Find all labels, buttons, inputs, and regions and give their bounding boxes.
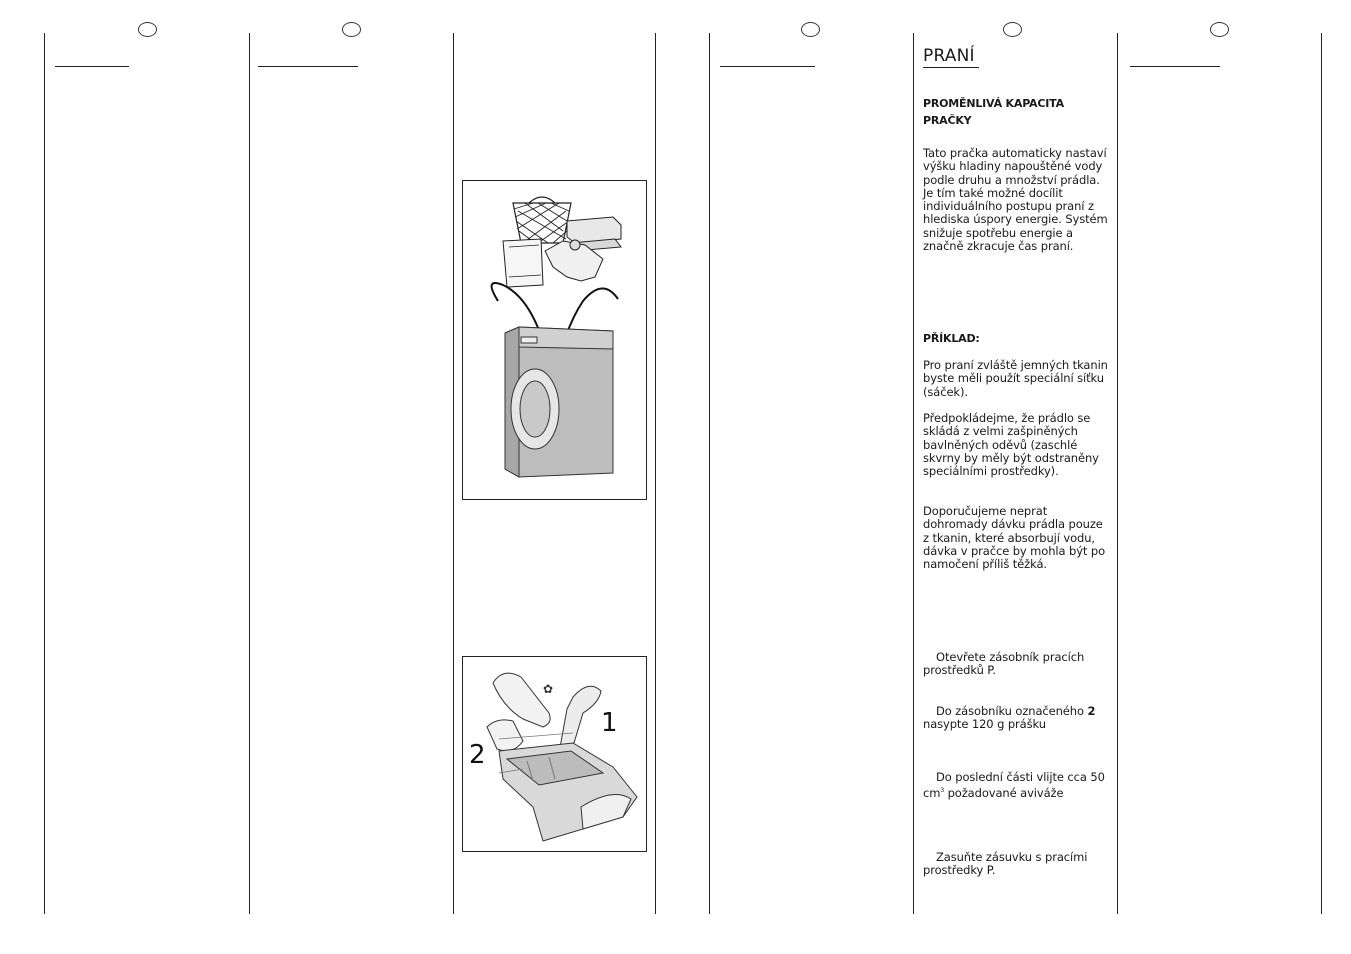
- step-2-text-a: Do zásobníku označeného: [936, 704, 1088, 718]
- figure-label-2: 2: [469, 740, 486, 770]
- heading-rule: [720, 66, 815, 67]
- softener-bottle-icon: [559, 686, 601, 753]
- column-rule-4: [655, 33, 656, 914]
- column-rule-6: [913, 33, 914, 914]
- column-rule-3: [453, 33, 454, 914]
- section-title-block: [923, 46, 1111, 68]
- step-3-text-a: Do poslední části vlijte cca 50 cm: [923, 770, 1105, 801]
- step-2-compartment-number: 2: [1087, 704, 1096, 718]
- dispenser-drawer-icon: [499, 743, 637, 841]
- column-rule-7: [1117, 33, 1118, 914]
- step-3-text-b: požadované aviváže: [944, 786, 1064, 801]
- language-circle-icon: [342, 22, 361, 37]
- laundry-basket-icon: [513, 197, 571, 243]
- language-circle-icon: [801, 22, 820, 37]
- step-3-superscript: 3: [940, 787, 945, 795]
- paragraph-example-1: Pro praní zvláště jemných tkanin byste měli použít speciální síťku (sáček).: [923, 358, 1108, 399]
- figure-detergent-dispenser: [462, 656, 647, 852]
- flower-icon: ✿: [543, 682, 554, 696]
- heading-rule: [55, 66, 129, 67]
- language-circle-icon: [1003, 22, 1022, 37]
- column-rule-5: [709, 33, 710, 914]
- paragraph-example-2: Předpokládejme, že prádlo se skládá z velmi zašpiněných bavlněných oděvů (zaschlé skvrny by měly být odstraněny speciálními prostředky).: [923, 411, 1099, 479]
- step-2: [923, 705, 1111, 732]
- paragraph-example-3: Doporučujeme neprat dohromady dávku prádla pouze z tkanin, které absorbují vodu, dávka v pračce by mohla být po namočení příliš těžká.: [923, 504, 1106, 572]
- subheading-example: PŘÍKLAD:: [923, 332, 980, 345]
- step-2-text-b: nasypte 120 g prášku: [923, 717, 1046, 732]
- page-title: PRANÍ: [923, 46, 979, 68]
- column-rule-1: [44, 33, 45, 914]
- column-rule-8: [1321, 33, 1322, 914]
- subheading-variable-capacity: PROMĚNLIVÁ KAPACITA PRAČKY: [923, 97, 1064, 127]
- language-circle-icon: [138, 22, 157, 37]
- washing-machine-icon: [505, 327, 613, 477]
- language-circle-icon: [1210, 22, 1229, 37]
- paragraph-variable-capacity: Tato pračka automaticky nastaví výšku hladiny napouštěné vody podle druhu a množství prádla. Je tím také možné docílit individuálního postupu praní z hlediska úspory energie. Systém snižuje spotřebu energie a značně zkracuje čas praní.: [923, 146, 1108, 254]
- step-1: Otevřete zásobník pracích prostředků P.: [923, 650, 1085, 678]
- detergent-bottle-icon: [487, 673, 550, 751]
- column-rule-2: [249, 33, 250, 914]
- figure-laundry-machine: [462, 180, 647, 500]
- heading-rule: [1130, 66, 1220, 67]
- heading-rule: [258, 66, 358, 67]
- figure-label-1: 1: [601, 708, 618, 738]
- step-3: [923, 771, 1111, 800]
- step-4: Zasuňte zásuvku s pracími prostředky P.: [923, 850, 1088, 878]
